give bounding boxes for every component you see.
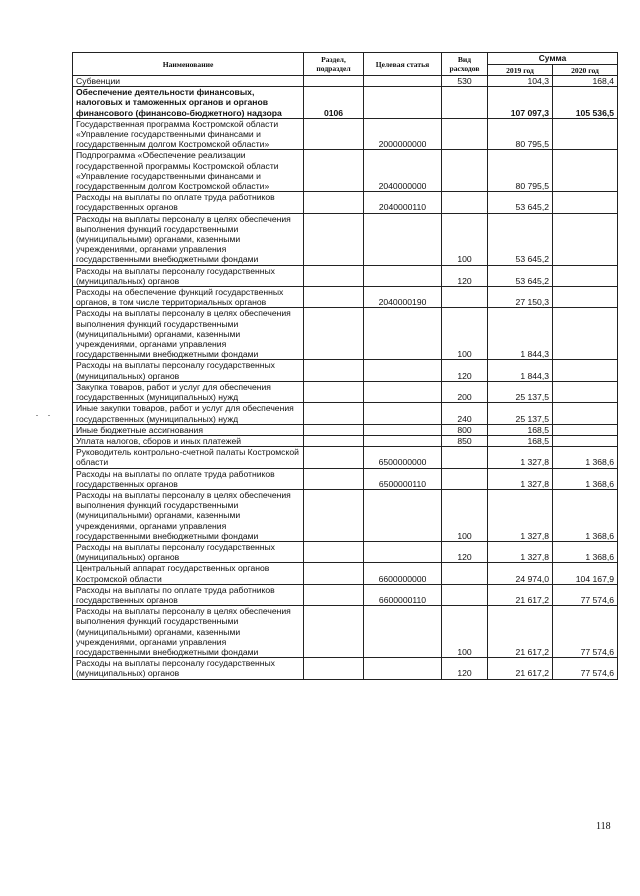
row-target: 6500000000 xyxy=(364,447,442,468)
table-row xyxy=(73,287,618,308)
row-name: Руководитель контрольно-счетной палаты Костромской области xyxy=(73,447,304,468)
row-name: Уплата налогов, сборов и иных платежей xyxy=(73,435,304,446)
row-target xyxy=(364,265,442,286)
row-type: 100 xyxy=(442,308,488,360)
table-row xyxy=(73,424,618,435)
row-target: 6600000000 xyxy=(364,563,442,584)
row-section xyxy=(304,489,364,541)
row-value-2020 xyxy=(553,118,618,150)
table-row xyxy=(73,584,618,605)
row-target xyxy=(364,658,442,679)
row-type xyxy=(442,118,488,150)
row-name: Расходы на выплаты персоналу в целях обеспечения выполнения функций государственными (муниципальными) органами, казенными учреждениями, органами управления государственными внебюджетными фондами xyxy=(73,606,304,658)
row-name: Центральный аппарат государственных органов Костромской области xyxy=(73,563,304,584)
table-row xyxy=(73,360,618,381)
row-name: Иные бюджетные ассигнования xyxy=(73,424,304,435)
row-target xyxy=(364,213,442,265)
row-name: Государственная программа Костромской области «Управление государственными финансами и государственным долгом Костромской области» xyxy=(73,118,304,150)
row-value-2020: 77 574,6 xyxy=(553,658,618,679)
row-section xyxy=(304,606,364,658)
row-value-2020 xyxy=(553,213,618,265)
row-name: Закупка товаров, работ и услуг для обеспечения государственных (муниципальных) нужд xyxy=(73,381,304,402)
table-row xyxy=(73,541,618,562)
row-type xyxy=(442,87,488,119)
row-value-2020 xyxy=(553,150,618,192)
table-row xyxy=(73,308,618,360)
row-target: 2040000110 xyxy=(364,192,442,213)
row-section xyxy=(304,308,364,360)
row-target xyxy=(364,606,442,658)
row-section xyxy=(304,447,364,468)
row-name: Расходы на выплаты по оплате труда работников государственных органов xyxy=(73,192,304,213)
row-target: 6600000110 xyxy=(364,584,442,605)
row-target: 2040000000 xyxy=(364,150,442,192)
row-name: Расходы на выплаты персоналу государственных (муниципальных) органов xyxy=(73,658,304,679)
row-section xyxy=(304,76,364,87)
row-section xyxy=(304,424,364,435)
table-row xyxy=(73,381,618,402)
row-value-2020: 168,4 xyxy=(553,76,618,87)
budget-table-page xyxy=(72,52,617,680)
row-section xyxy=(304,468,364,489)
row-value-2019: 80 795,5 xyxy=(488,150,553,192)
row-section xyxy=(304,563,364,584)
row-type: 100 xyxy=(442,606,488,658)
row-name: Расходы на обеспечение функций государственных органов, в том числе территориальных органов xyxy=(73,287,304,308)
row-section xyxy=(304,381,364,402)
row-name: Субвенции xyxy=(73,76,304,87)
row-value-2019: 27 150,3 xyxy=(488,287,553,308)
row-value-2019: 53 645,2 xyxy=(488,265,553,286)
row-section xyxy=(304,118,364,150)
row-value-2019: 80 795,5 xyxy=(488,118,553,150)
row-type xyxy=(442,447,488,468)
row-value-2020 xyxy=(553,360,618,381)
table-body xyxy=(73,76,618,680)
row-value-2019: 1 327,8 xyxy=(488,447,553,468)
row-name: Иные закупки товаров, работ и услуг для обеспечения государственных (муниципальных) нужд xyxy=(73,403,304,424)
row-type: 100 xyxy=(442,213,488,265)
table-row xyxy=(73,435,618,446)
row-name: Расходы на выплаты по оплате труда работников государственных органов xyxy=(73,584,304,605)
row-value-2019: 25 137,5 xyxy=(488,381,553,402)
page-number: 118 xyxy=(596,821,611,832)
row-section xyxy=(304,287,364,308)
row-value-2020: 1 368,6 xyxy=(553,541,618,562)
header-year-2020: 2020 год xyxy=(553,65,618,76)
row-type: 120 xyxy=(442,541,488,562)
row-name: Расходы на выплаты персоналу в целях обеспечения выполнения функций государственными (муниципальными) органами, казенными учреждениями, органами управления государственными внебюджетными фондами xyxy=(73,308,304,360)
row-section xyxy=(304,541,364,562)
header-name: Наименование xyxy=(73,53,304,76)
row-value-2020 xyxy=(553,287,618,308)
row-value-2019: 21 617,2 xyxy=(488,658,553,679)
header-type: Вид расходов xyxy=(442,53,488,76)
row-section xyxy=(304,584,364,605)
header-section: Раздел, подраздел xyxy=(304,53,364,76)
row-value-2020 xyxy=(553,308,618,360)
table-row xyxy=(73,192,618,213)
table-row xyxy=(73,213,618,265)
row-value-2020: 1 368,6 xyxy=(553,468,618,489)
row-type: 120 xyxy=(442,265,488,286)
row-target xyxy=(364,360,442,381)
row-target: 2040000190 xyxy=(364,287,442,308)
row-value-2019: 1 844,3 xyxy=(488,308,553,360)
row-type xyxy=(442,563,488,584)
table-row xyxy=(73,468,618,489)
row-value-2020 xyxy=(553,403,618,424)
row-value-2019: 104,3 xyxy=(488,76,553,87)
row-target xyxy=(364,87,442,119)
row-value-2019: 25 137,5 xyxy=(488,403,553,424)
budget-table xyxy=(72,52,618,680)
header-target: Целевая статья xyxy=(364,53,442,76)
row-type: 530 xyxy=(442,76,488,87)
row-value-2019: 107 097,3 xyxy=(488,87,553,119)
row-value-2019: 1 327,8 xyxy=(488,468,553,489)
row-section: 0106 xyxy=(304,87,364,119)
row-target: 2000000000 xyxy=(364,118,442,150)
row-value-2019: 1 327,8 xyxy=(488,489,553,541)
row-section xyxy=(304,213,364,265)
row-target xyxy=(364,489,442,541)
header-sum: Сумма xyxy=(488,53,618,65)
row-value-2019: 1 327,8 xyxy=(488,541,553,562)
row-name: Расходы на выплаты персоналу государственных (муниципальных) органов xyxy=(73,541,304,562)
row-name: Расходы на выплаты персоналу в целях обеспечения выполнения функций государственными (муниципальными) органами, казенными учреждениями, органами управления государственными внебюджетными фондами xyxy=(73,489,304,541)
header-year-2019: 2019 год xyxy=(488,65,553,76)
row-target xyxy=(364,424,442,435)
row-type: 240 xyxy=(442,403,488,424)
table-row xyxy=(73,76,618,87)
row-section xyxy=(304,265,364,286)
table-row xyxy=(73,447,618,468)
row-value-2019: 1 844,3 xyxy=(488,360,553,381)
row-target xyxy=(364,308,442,360)
row-target xyxy=(364,435,442,446)
row-type: 850 xyxy=(442,435,488,446)
table-row xyxy=(73,606,618,658)
row-name: Обеспечение деятельности финансовых, налоговых и таможенных органов и органов финансового (финансово-бюджетного) надзора xyxy=(73,87,304,119)
row-type xyxy=(442,150,488,192)
row-name: Расходы на выплаты персоналу в целях обеспечения выполнения функций государственными (муниципальными) органами, казенными учреждениями, органами управления государственными внебюджетными фондами xyxy=(73,213,304,265)
row-value-2020: 77 574,6 xyxy=(553,606,618,658)
row-name: Расходы на выплаты по оплате труда работников государственных органов xyxy=(73,468,304,489)
scan-speck xyxy=(36,415,38,416)
row-section xyxy=(304,658,364,679)
row-section xyxy=(304,403,364,424)
row-value-2019: 168,5 xyxy=(488,435,553,446)
row-type: 120 xyxy=(442,360,488,381)
row-type xyxy=(442,468,488,489)
row-value-2020: 1 368,6 xyxy=(553,447,618,468)
row-value-2019: 21 617,2 xyxy=(488,606,553,658)
row-type xyxy=(442,287,488,308)
row-value-2020: 104 167,9 xyxy=(553,563,618,584)
row-type: 100 xyxy=(442,489,488,541)
row-name: Расходы на выплаты персоналу государственных (муниципальных) органов xyxy=(73,360,304,381)
row-section xyxy=(304,192,364,213)
scan-speck xyxy=(48,415,50,416)
row-target xyxy=(364,403,442,424)
table-row xyxy=(73,489,618,541)
row-type: 800 xyxy=(442,424,488,435)
table-row xyxy=(73,118,618,150)
row-value-2020: 77 574,6 xyxy=(553,584,618,605)
row-section xyxy=(304,360,364,381)
row-value-2020 xyxy=(553,381,618,402)
table-row xyxy=(73,87,618,119)
row-type: 200 xyxy=(442,381,488,402)
row-value-2019: 21 617,2 xyxy=(488,584,553,605)
row-value-2019: 24 974,0 xyxy=(488,563,553,584)
row-name: Подпрограмма «Обеспечение реализации государственной программы Костромской области «Управление государственными финансами и государственным долгом Костромской области» xyxy=(73,150,304,192)
row-value-2020 xyxy=(553,435,618,446)
row-value-2019: 53 645,2 xyxy=(488,192,553,213)
row-value-2020: 105 536,5 xyxy=(553,87,618,119)
table-row xyxy=(73,563,618,584)
row-section xyxy=(304,150,364,192)
row-value-2019: 53 645,2 xyxy=(488,213,553,265)
row-value-2020 xyxy=(553,265,618,286)
row-type xyxy=(442,584,488,605)
row-value-2020 xyxy=(553,192,618,213)
row-target: 6500000110 xyxy=(364,468,442,489)
row-type xyxy=(442,192,488,213)
row-target xyxy=(364,541,442,562)
row-value-2020 xyxy=(553,424,618,435)
row-section xyxy=(304,435,364,446)
table-row xyxy=(73,265,618,286)
row-target xyxy=(364,381,442,402)
table-row xyxy=(73,658,618,679)
table-row xyxy=(73,403,618,424)
table-row xyxy=(73,150,618,192)
row-type: 120 xyxy=(442,658,488,679)
row-value-2019: 168,5 xyxy=(488,424,553,435)
row-target xyxy=(364,76,442,87)
row-value-2020: 1 368,6 xyxy=(553,489,618,541)
row-name: Расходы на выплаты персоналу государственных (муниципальных) органов xyxy=(73,265,304,286)
